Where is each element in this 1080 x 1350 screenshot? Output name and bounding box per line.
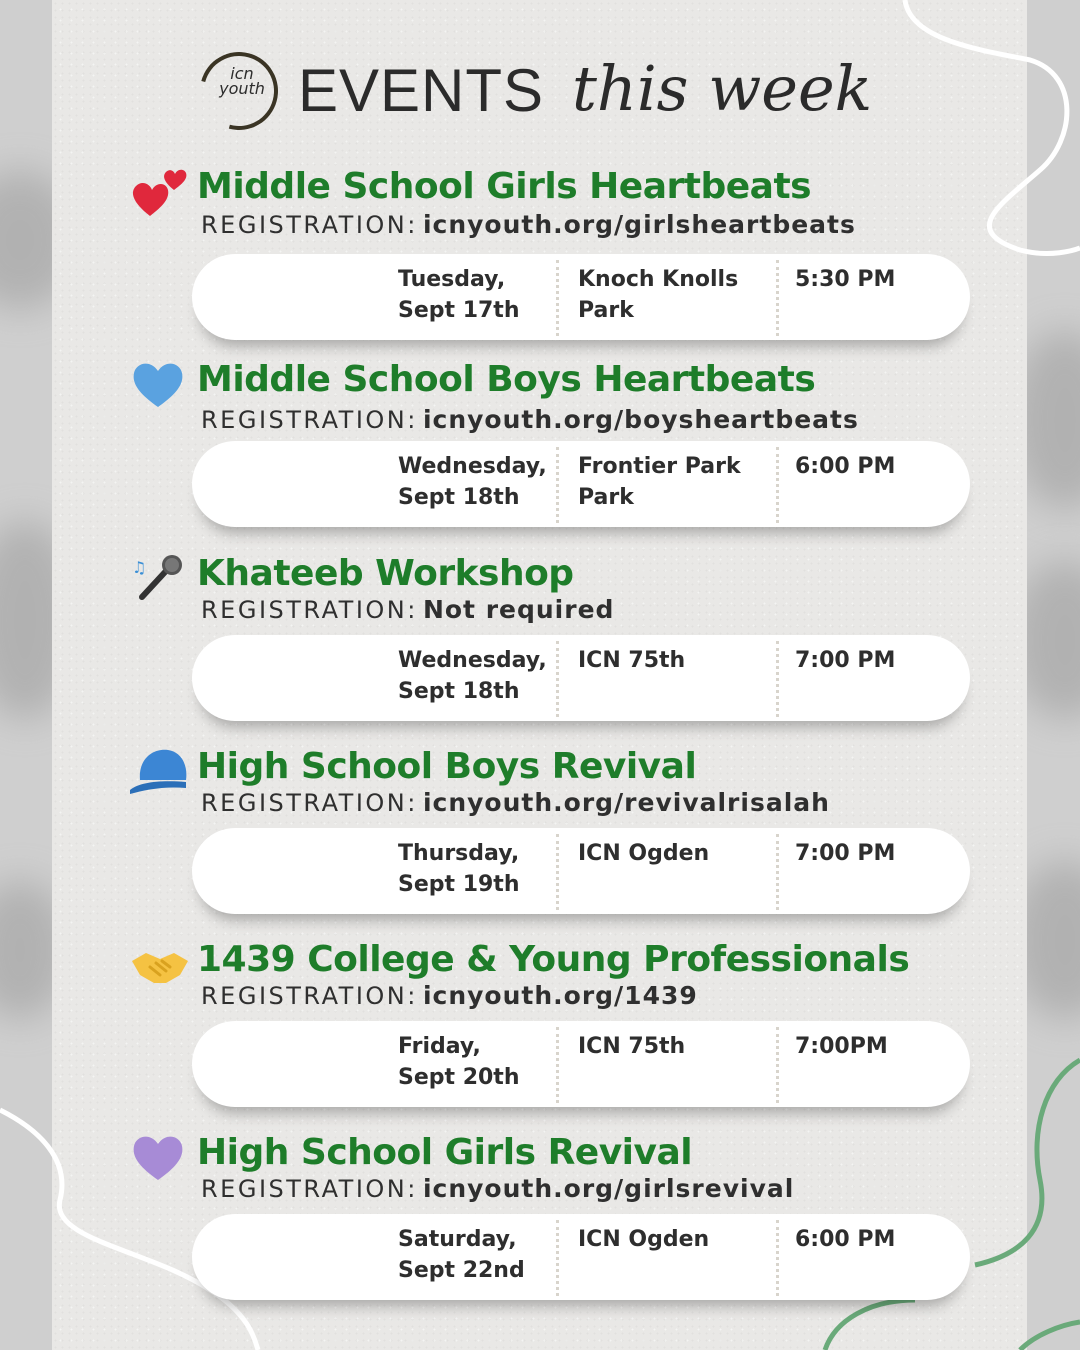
- divider: [776, 641, 779, 717]
- page-title: EVENTS: [298, 57, 545, 124]
- location-line: ICN Ogden: [578, 1227, 710, 1252]
- location-line: Knoch Knolls: [578, 267, 739, 292]
- date-line: Sept 19th: [398, 872, 520, 897]
- logo-line2: youth: [219, 79, 265, 98]
- event-location: [578, 838, 709, 869]
- microphone-icon: [130, 553, 188, 605]
- event-details: [192, 635, 970, 721]
- registration-label: REGISTRATION:: [201, 982, 418, 1010]
- event-time: 7:00 PM: [795, 648, 896, 673]
- page-title-script: this week: [572, 52, 873, 125]
- blue-heart-icon: [130, 359, 188, 411]
- divider: [556, 1220, 559, 1296]
- event-time: 5:30 PM: [795, 267, 896, 292]
- event-title: Middle School Boys Heartbeats: [197, 359, 816, 400]
- date-line: Sept 17th: [398, 298, 520, 323]
- logo-line1: icn: [230, 64, 254, 83]
- registration: [201, 595, 614, 624]
- date-line: Thursday,: [398, 841, 520, 866]
- logo: [212, 66, 272, 96]
- registration-value: Not required: [422, 595, 615, 624]
- event-time: 7:00 PM: [795, 841, 896, 866]
- date-line: Sept 20th: [398, 1065, 520, 1090]
- registration: [201, 981, 698, 1010]
- divider: [776, 1220, 779, 1296]
- date-line: Sept 22nd: [398, 1258, 525, 1283]
- event-time: 6:00 PM: [795, 454, 896, 479]
- event-date: [398, 264, 519, 326]
- divider: [776, 447, 779, 523]
- event-location: [578, 264, 738, 326]
- event-time: 7:00PM: [795, 1034, 888, 1059]
- event-location: [578, 1224, 709, 1255]
- registration: [201, 1174, 794, 1203]
- svg-text:♫: ♫: [132, 558, 147, 577]
- event-location: [578, 451, 741, 513]
- header: [200, 48, 900, 138]
- divider: [556, 260, 559, 336]
- event-location: [578, 1031, 685, 1062]
- handshake-icon: [130, 939, 188, 991]
- date-line: Tuesday,: [398, 267, 506, 292]
- date-line: Wednesday,: [398, 454, 547, 479]
- event-details: [192, 1214, 970, 1300]
- date-line: Friday,: [398, 1034, 481, 1059]
- registration-link[interactable]: icnyouth.org/boysheartbeats: [422, 405, 859, 434]
- location-line: Park: [578, 485, 634, 510]
- divider: [556, 1027, 559, 1103]
- event-location: [578, 645, 685, 676]
- event-date: [398, 1224, 525, 1286]
- registration: [201, 210, 856, 239]
- event-title: Middle School Girls Heartbeats: [197, 166, 812, 207]
- two-hearts-icon: [130, 166, 188, 218]
- registration-link[interactable]: icnyouth.org/1439: [422, 981, 698, 1010]
- event-title: High School Boys Revival: [197, 746, 697, 787]
- registration-link[interactable]: icnyouth.org/girlsheartbeats: [422, 210, 856, 239]
- event-date: [398, 645, 547, 707]
- date-line: Saturday,: [398, 1227, 517, 1252]
- event-details: [192, 254, 970, 340]
- divider: [776, 1027, 779, 1103]
- event-date: [398, 1031, 519, 1093]
- date-line: Sept 18th: [398, 485, 520, 510]
- event-title: High School Girls Revival: [197, 1132, 693, 1173]
- registration: [201, 405, 859, 434]
- divider: [556, 447, 559, 523]
- divider: [556, 834, 559, 910]
- location-line: ICN 75th: [578, 648, 686, 673]
- cap-icon: [130, 746, 188, 798]
- registration-label: REGISTRATION:: [201, 211, 418, 239]
- date-line: Wednesday,: [398, 648, 547, 673]
- event-title: 1439 College & Young Professionals: [197, 939, 910, 980]
- purple-heart-icon: [130, 1132, 188, 1184]
- divider: [776, 834, 779, 910]
- location-line: Frontier Park: [578, 454, 741, 479]
- event-details: [192, 828, 970, 914]
- event-details: [192, 441, 970, 527]
- registration-label: REGISTRATION:: [201, 406, 418, 434]
- divider: [776, 260, 779, 336]
- registration-link[interactable]: icnyouth.org/girlsrevival: [422, 1174, 795, 1203]
- event-time: 6:00 PM: [795, 1227, 896, 1252]
- date-line: Sept 18th: [398, 679, 520, 704]
- event-details: [192, 1021, 970, 1107]
- location-line: ICN 75th: [578, 1034, 686, 1059]
- location-line: ICN Ogden: [578, 841, 710, 866]
- location-line: Park: [578, 298, 634, 323]
- registration-label: REGISTRATION:: [201, 596, 418, 624]
- divider: [556, 641, 559, 717]
- event-date: [398, 838, 519, 900]
- registration-label: REGISTRATION:: [201, 1175, 418, 1203]
- registration: [201, 788, 830, 817]
- event-title: Khateeb Workshop: [197, 553, 574, 594]
- registration-label: REGISTRATION:: [201, 789, 418, 817]
- registration-link[interactable]: icnyouth.org/revivalrisalah: [422, 788, 830, 817]
- event-date: [398, 451, 547, 513]
